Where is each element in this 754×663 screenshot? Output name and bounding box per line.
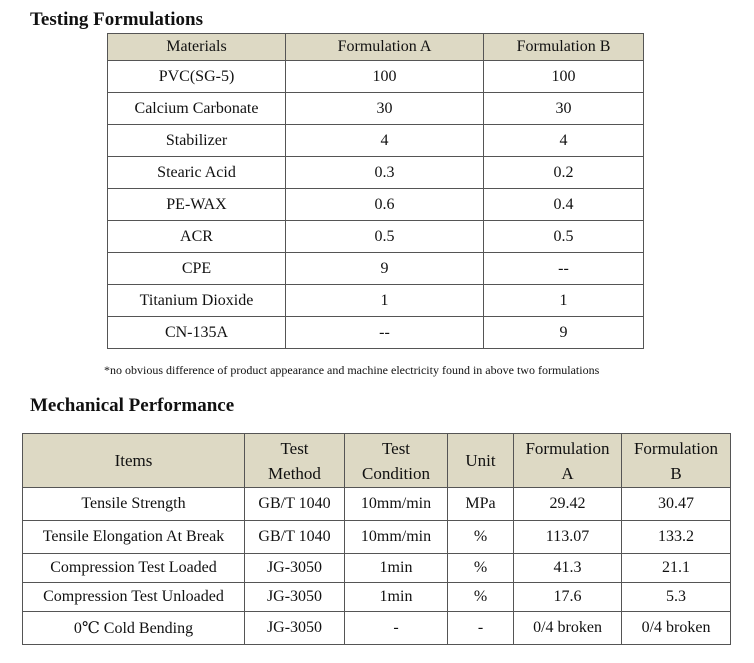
item-name: Tensile Elongation At Break [23, 521, 245, 554]
formulation-b-value: 133.2 [622, 521, 731, 554]
test-method: GB/T 1040 [245, 521, 345, 554]
formulation-a-value: 29.42 [514, 488, 622, 521]
test-condition: 10mm/min [345, 521, 448, 554]
table-row [108, 157, 644, 189]
test-method: JG-3050 [245, 583, 345, 612]
header-unit: Unit [448, 434, 514, 488]
header-formulation-a: Formulation A [286, 34, 484, 61]
item-name: 0℃ Cold Bending [23, 612, 245, 645]
testing-formulations-title: Testing Formulations [30, 9, 203, 30]
header-test-condition-line2: Condition [361, 463, 430, 483]
header-materials: Materials [108, 34, 286, 61]
formulation-a-value: 0/4 broken [514, 612, 622, 645]
formulation-b-value: 0.5 [484, 221, 644, 253]
formulation-b-value: 0/4 broken [622, 612, 731, 645]
table-row [23, 583, 731, 612]
material-name: Calcium Carbonate [108, 93, 286, 125]
formulation-a-value: 0.3 [286, 157, 484, 189]
header-formulation-b [622, 434, 731, 488]
header-test-condition [345, 434, 448, 488]
material-name: CN-135A [108, 317, 286, 349]
table-row [23, 521, 731, 554]
formulation-b-value: 30 [484, 93, 644, 125]
test-condition: 1min [345, 583, 448, 612]
mechanical-performance-title: Mechanical Performance [30, 395, 235, 416]
formulation-a-value: 0.6 [286, 189, 484, 221]
unit: - [448, 612, 514, 645]
formulation-b-value: 30.47 [622, 488, 731, 521]
test-method: GB/T 1040 [245, 488, 345, 521]
header-formulation-a-line1: Formulation [525, 438, 610, 458]
formulation-a-value: 1 [286, 285, 484, 317]
header-formulation-a-line2: A [561, 463, 574, 483]
header-test-method [245, 434, 345, 488]
formulation-b-value: 1 [484, 285, 644, 317]
mechanical-table [22, 433, 731, 645]
material-name: PE-WAX [108, 189, 286, 221]
header-formulation-b-line2: B [670, 463, 682, 483]
table-row [23, 612, 731, 645]
table-row [108, 253, 644, 285]
test-method: JG-3050 [245, 554, 345, 583]
item-name: Compression Test Loaded [23, 554, 245, 583]
formulation-b-value: -- [484, 253, 644, 285]
header-formulation-a [514, 434, 622, 488]
material-name: PVC(SG-5) [108, 61, 286, 93]
material-name: Titanium Dioxide [108, 285, 286, 317]
test-condition: - [345, 612, 448, 645]
table-row [108, 61, 644, 93]
unit: % [448, 521, 514, 554]
formulation-a-value: 17.6 [514, 583, 622, 612]
formulation-b-value: 0.4 [484, 189, 644, 221]
item-name: Compression Test Unloaded [23, 583, 245, 612]
table-row [108, 221, 644, 253]
formulation-a-value: -- [286, 317, 484, 349]
table-row [108, 285, 644, 317]
header-formulation-b-line1: Formulation [633, 438, 719, 458]
table-row [108, 125, 644, 157]
material-name: CPE [108, 253, 286, 285]
formulation-b-value: 100 [484, 61, 644, 93]
header-test-method-line2: Method [268, 463, 321, 483]
formulation-footnote: *no obvious difference of product appearance and machine electricity found in above two formulations [104, 363, 600, 377]
formulation-a-value: 30 [286, 93, 484, 125]
unit: % [448, 583, 514, 612]
material-name: Stabilizer [108, 125, 286, 157]
formulation-a-value: 4 [286, 125, 484, 157]
mechanical-header-row [23, 434, 731, 488]
material-name: Stearic Acid [108, 157, 286, 189]
formulation-a-value: 9 [286, 253, 484, 285]
test-condition: 10mm/min [345, 488, 448, 521]
header-formulation-b: Formulation B [484, 34, 644, 61]
header-test-condition-line1: Test [381, 438, 411, 458]
header-items: Items [23, 434, 245, 488]
formulation-a-value: 0.5 [286, 221, 484, 253]
test-condition: 1min [345, 554, 448, 583]
formulation-b-value: 21.1 [622, 554, 731, 583]
test-method: JG-3050 [245, 612, 345, 645]
unit: MPa [448, 488, 514, 521]
formulation-b-value: 0.2 [484, 157, 644, 189]
material-name: ACR [108, 221, 286, 253]
formulation-b-value: 9 [484, 317, 644, 349]
formulation-a-value: 41.3 [514, 554, 622, 583]
table-row [108, 317, 644, 349]
unit: % [448, 554, 514, 583]
formulation-a-value: 100 [286, 61, 484, 93]
table-row [108, 93, 644, 125]
formulation-b-value: 5.3 [622, 583, 731, 612]
table-row [108, 189, 644, 221]
header-test-method-line1: Test [280, 438, 309, 458]
formulation-b-value: 4 [484, 125, 644, 157]
table-row [23, 554, 731, 583]
formulation-header-row [108, 34, 644, 61]
formulation-a-value: 113.07 [514, 521, 622, 554]
formulation-table [107, 33, 644, 349]
table-row [23, 488, 731, 521]
item-name: Tensile Strength [23, 488, 245, 521]
